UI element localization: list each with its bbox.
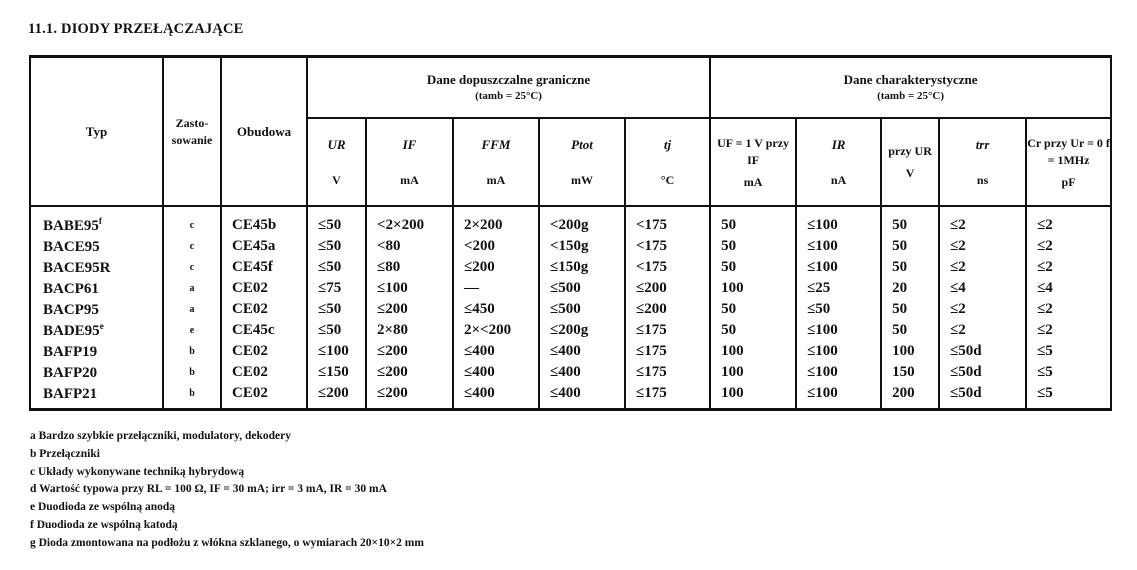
cell: 2×80 (366, 320, 453, 341)
cell: b (163, 341, 221, 362)
type-name: BACP61 (43, 281, 99, 297)
footnote: f Duodioda ze wspólną katodą (30, 518, 178, 531)
cell: 20 (881, 278, 939, 299)
type-name: BAFP19 (43, 344, 98, 360)
cell: ≤175 (625, 320, 710, 341)
column-unit: mW (571, 172, 593, 187)
cell: ≤75 (307, 278, 366, 299)
cell: ≤100 (796, 383, 881, 410)
cell: CE02 (221, 383, 307, 410)
table-row (30, 257, 1111, 278)
cell-typ (30, 320, 163, 341)
cell: ≤200 (453, 257, 539, 278)
cell-typ (30, 257, 163, 278)
cell: ≤500 (539, 278, 625, 299)
cell-typ (30, 278, 163, 299)
table-row (30, 278, 1111, 299)
cell: ≤2 (1026, 299, 1111, 320)
cell: ≤100 (796, 257, 881, 278)
header-col-9 (1026, 118, 1111, 206)
cell-typ (30, 236, 163, 257)
column-symbol: przy UR (888, 144, 932, 158)
cell: ≤4 (1026, 278, 1111, 299)
cell: ≤200 (366, 362, 453, 383)
column-symbol: tj (663, 136, 672, 152)
table-row (30, 341, 1111, 362)
cell: 2×200 (453, 206, 539, 236)
cell: c (163, 257, 221, 278)
cell: ≤2 (1026, 236, 1111, 257)
column-symbol: UR (327, 136, 346, 152)
cell: ≤50 (307, 236, 366, 257)
footnote: d Wartość typowa przy RL = 100 Ω, IF = 30 mA; irr = 3 mA, IR = 30 mA (30, 483, 387, 496)
cell: ≤100 (796, 320, 881, 341)
column-symbol: FFM (481, 136, 511, 152)
cell: 50 (881, 236, 939, 257)
cell: 100 (710, 278, 796, 299)
header-obudowa: Obudowa (221, 57, 307, 207)
cell: ≤2 (939, 257, 1026, 278)
type-name: BAFP20 (43, 365, 98, 381)
cell-typ (30, 362, 163, 383)
cell: ≤175 (625, 341, 710, 362)
cell: ≤500 (539, 299, 625, 320)
header-typ: Typ (30, 57, 163, 207)
cell: ≤200 (366, 341, 453, 362)
cell: 50 (710, 236, 796, 257)
type-name: BACE95 (43, 239, 100, 255)
column-symbol: IF (402, 136, 417, 152)
type-footnote: e (99, 321, 104, 331)
column-unit: mA (743, 174, 763, 189)
cell: 50 (710, 206, 796, 236)
group-char-condition: (tamb = 25°C) (877, 89, 944, 102)
column-symbol: trr (975, 136, 990, 152)
header-group-characteristics (710, 57, 1111, 119)
column-unit: mA (400, 172, 419, 187)
footnotes (30, 428, 424, 553)
cell: ≤2 (939, 299, 1026, 320)
header-col-6 (796, 118, 881, 206)
cell: 50 (710, 299, 796, 320)
cell: ≤2 (1026, 257, 1111, 278)
table-row (30, 206, 1111, 236)
group-char-title: Dane charakterystyczne (843, 71, 978, 87)
cell: ≤400 (453, 362, 539, 383)
cell: 150 (881, 362, 939, 383)
cell: 50 (881, 257, 939, 278)
diode-table (29, 55, 1112, 411)
column-unit: mA (486, 172, 506, 187)
cell: ≤50 (307, 206, 366, 236)
header-col-1 (366, 118, 453, 206)
type-name: BACP95 (43, 302, 99, 318)
cell: ≤50d (939, 362, 1026, 383)
column-unit: V (332, 172, 341, 187)
column-unit: ns (976, 172, 989, 187)
cell-typ (30, 299, 163, 320)
cell-typ (30, 341, 163, 362)
column-unit: pF (1061, 174, 1076, 189)
cell: ≤450 (453, 299, 539, 320)
type-name: BADE95 (43, 323, 100, 339)
cell: ≤400 (539, 383, 625, 410)
column-unit: V (905, 166, 915, 180)
cell: ≤2 (939, 320, 1026, 341)
cell: CE45a (221, 236, 307, 257)
column-symbol: UF = 1 V przy IF (717, 135, 790, 167)
cell-typ (30, 206, 163, 236)
cell: a (163, 278, 221, 299)
cell: CE45c (221, 320, 307, 341)
footnote: e Duodioda ze wspólną anodą (30, 501, 176, 514)
cell: ≤175 (625, 362, 710, 383)
cell: 100 (710, 341, 796, 362)
table-row (30, 383, 1111, 410)
header-col-7 (881, 118, 939, 206)
cell: ≤200 (366, 299, 453, 320)
cell: CE45b (221, 206, 307, 236)
cell: ≤2 (939, 206, 1026, 236)
footnote: a Bardzo szybkie przełączniki, modulatory, dekodery (30, 430, 291, 442)
column-symbol: Ptot (571, 136, 593, 152)
cell: ≤5 (1026, 383, 1111, 410)
table-row (30, 236, 1111, 257)
cell: <150g (539, 236, 625, 257)
cell: ≤400 (453, 383, 539, 410)
cell: ≤150g (539, 257, 625, 278)
cell: <175 (625, 257, 710, 278)
column-symbol: IR (831, 136, 846, 152)
cell: ≤5 (1026, 362, 1111, 383)
cell: ≤200 (366, 383, 453, 410)
cell-typ (30, 383, 163, 410)
cell: 50 (881, 320, 939, 341)
cell: ≤50d (939, 383, 1026, 410)
cell: 50 (710, 257, 796, 278)
header-col-5 (710, 118, 796, 206)
cell: 100 (881, 341, 939, 362)
header-col-2 (453, 118, 539, 206)
column-unit: nA (830, 172, 847, 187)
cell: ≤400 (453, 341, 539, 362)
cell: ≤175 (625, 383, 710, 410)
cell: ≤50d (939, 341, 1026, 362)
cell: ≤100 (796, 362, 881, 383)
cell: e (163, 320, 221, 341)
footnote: g Dioda zmontowana na podłożu z włókna szklanego, o wymiarach 20×10×2 mm (30, 536, 424, 549)
type-name: BACE95R (43, 260, 111, 276)
footnote: c Układy wykonywane techniką hybrydową (30, 465, 245, 478)
cell: ≤200 (625, 278, 710, 299)
table-row (30, 320, 1111, 341)
cell: <2×200 (366, 206, 453, 236)
cell: ≤5 (1026, 341, 1111, 362)
cell: b (163, 362, 221, 383)
cell: 2×<200 (453, 320, 539, 341)
cell: ≤200 (625, 299, 710, 320)
type-name: BAFP21 (43, 386, 98, 402)
cell: CE02 (221, 341, 307, 362)
cell: ≤2 (939, 236, 1026, 257)
cell: 100 (710, 362, 796, 383)
cell: <200 (453, 236, 539, 257)
cell: ≤400 (539, 341, 625, 362)
cell: 200 (881, 383, 939, 410)
cell: ≤100 (366, 278, 453, 299)
column-unit: °C (660, 172, 675, 187)
group-limits-condition: (tamb = 25°C) (475, 89, 542, 102)
cell: ≤2 (1026, 320, 1111, 341)
cell: CE02 (221, 278, 307, 299)
cell: ≤100 (796, 206, 881, 236)
cell: ≤25 (796, 278, 881, 299)
footnote: b Przełączniki (30, 447, 100, 460)
cell: ≤100 (307, 341, 366, 362)
page-title: 11.1. DIODY PRZEŁĄCZAJĄCE (28, 21, 244, 37)
cell: ≤4 (939, 278, 1026, 299)
table-row (30, 362, 1111, 383)
cell: ≤50 (796, 299, 881, 320)
cell: ≤80 (366, 257, 453, 278)
cell: ≤100 (796, 236, 881, 257)
cell: 50 (881, 299, 939, 320)
cell: ≤50 (307, 257, 366, 278)
header-col-3 (539, 118, 625, 206)
cell: <80 (366, 236, 453, 257)
column-symbol: Cr przy Ur = 0 f = 1MHz (1027, 135, 1110, 167)
cell: <200g (539, 206, 625, 236)
cell: ≤150 (307, 362, 366, 383)
cell: a (163, 299, 221, 320)
header-col-0 (307, 118, 366, 206)
cell: c (163, 206, 221, 236)
cell: ≤200 (307, 383, 366, 410)
cell: 50 (710, 320, 796, 341)
cell: <175 (625, 236, 710, 257)
cell: ≤2 (1026, 206, 1111, 236)
header-zastosowanie: Zasto- sowanie (163, 57, 221, 207)
cell: <175 (625, 206, 710, 236)
cell: — (453, 278, 539, 299)
cell: 50 (881, 206, 939, 236)
cell: ≤50 (307, 299, 366, 320)
cell: ≤50 (307, 320, 366, 341)
table-row (30, 299, 1111, 320)
header-col-8 (939, 118, 1026, 206)
header-group-limits (307, 57, 710, 119)
cell: CE02 (221, 362, 307, 383)
header-col-4 (625, 118, 710, 206)
type-footnote: f (98, 216, 102, 226)
cell: ≤100 (796, 341, 881, 362)
type-name: BABE95 (43, 218, 99, 234)
cell: b (163, 383, 221, 410)
cell: ≤200g (539, 320, 625, 341)
cell: c (163, 236, 221, 257)
cell: ≤400 (539, 362, 625, 383)
group-limits-title: Dane dopuszczalne graniczne (426, 71, 591, 87)
cell: 100 (710, 383, 796, 410)
cell: CE45f (221, 257, 307, 278)
cell: CE02 (221, 299, 307, 320)
